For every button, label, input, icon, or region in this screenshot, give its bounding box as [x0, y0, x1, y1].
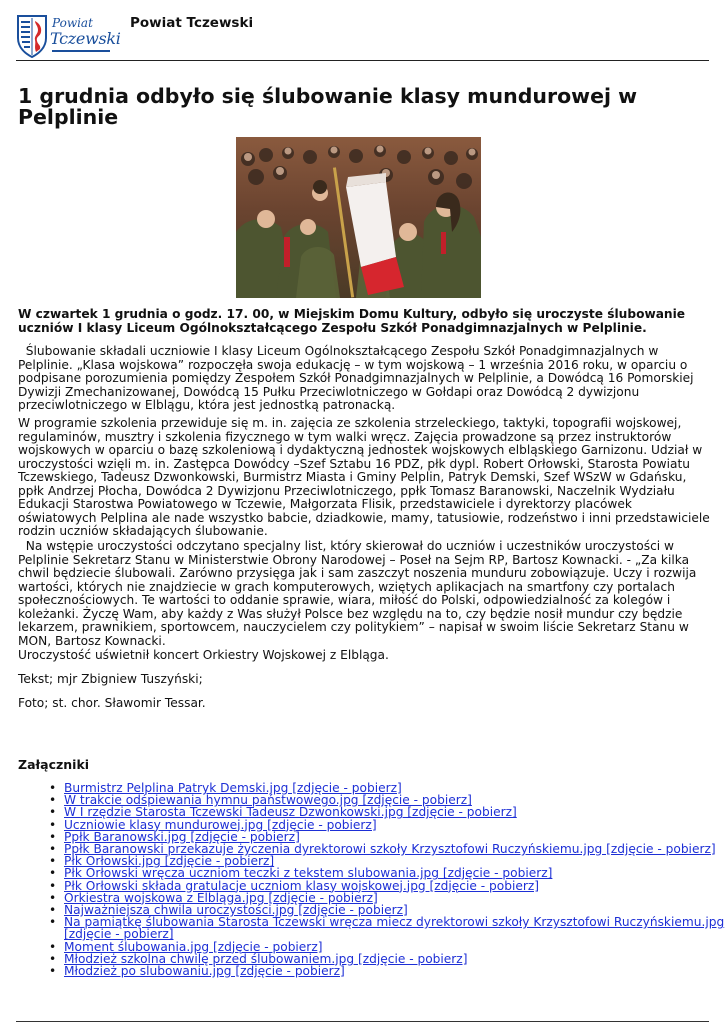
- attachment-link[interactable]: Płk Orłowski.jpg [zdjęcie - pobierz]: [64, 854, 275, 869]
- attachment-link[interactable]: Ppłk Baranowski przekazuje życzenia dyrektorowi szkoły Krzysztofowi Ruczyńskiemu.jpg [zdjęcie - pobierz]: [64, 842, 716, 857]
- attachment-link[interactable]: Burmistrz Pelplina Patryk Demski.jpg [zdjęcie - pobierz]: [64, 781, 402, 795]
- attachment-link[interactable]: W trakcie odśpiewania hymnu państwowego.jpg [zdjęcie - pobierz]: [64, 793, 472, 808]
- article-author-photo: Foto; st. chor. Sławomir Tessar.: [18, 696, 206, 710]
- attachment-link[interactable]: W I rzędzie Starosta Tczewski Tadeusz Dzwonkowski.jpg [zdjęcie - pobierz]: [64, 805, 517, 820]
- header-divider: [16, 60, 709, 61]
- site-name[interactable]: Powiat Tczewski: [130, 15, 254, 31]
- article-photo: [236, 137, 481, 298]
- article-paragraph: W programie szkolenia przewiduje się m. in. zajęcia ze szkolenia strzeleckiego, taktyki, topografii wojskowej, regulaminów, musztry i szkolenia fizycznego w tym walki wręcz. Zajęcia prowadzone są przez instruktorów wojskowych w oparciu o bazę szkoleniową i dydaktyczną jednostek wojskowych elbląskiego Garnizonu. Udział w uroczystości wzięli m. in. Zastępca Dowódcy –Szef Sztabu 16 PDZ, płk dypl. Robert Orłowski, Starosta Powiatu Tczewskiego, Tadeusz Dzwonkowski, Burmistrz Miasta i Gminy Pelplin, Patryk Demski, Szef WSzW w Gdańsku, ppłk Andrzej Płocha, Dowódca 2 Dywizjonu Przeciwlotniczego, ppłk Tomasz Baranowski, Naczelnik Wydziału Edukacji Starostwa Powiatowego w Tczewie, Małgorzata Flisik, przedstawiciele i dyrektorzy placówek oświatowych Pelplina ale nade wszystko babcie, dziadkowie, mamy, tatusiowie, rodzeństwo i inni przedstawiciele rodzin uczniów składających ślubowanie.: [18, 416, 710, 538]
- attachments-heading: Załączniki: [18, 757, 90, 772]
- attachment-link[interactable]: Płk Orłowski składa gratulacje uczniom klasy wojskowej.jpg [zdjęcie - pobierz]: [64, 878, 540, 893]
- article-title: 1 grudnia odbyło się ślubowanie klasy mundurowej w Pelplinie: [18, 84, 638, 129]
- attachment-link[interactable]: Uczniowie klasy mundurowej.jpg [zdjęcie - pobierz]: [64, 817, 377, 832]
- attachment-link[interactable]: Młodzież po slubowaniu.jpg [zdjęcie - pobierz]: [64, 964, 345, 979]
- attachment-link[interactable]: Najważniejsza chwila uroczystości.jpg [zdjęcie - pobierz]: [64, 903, 408, 918]
- site-header: [16, 12, 709, 60]
- attachment-link[interactable]: Na pamiątkę ślubowania Starosta Tczewski wręcza miecz dyrektorowi szkoły Krzysztofowi Ruczyńskiemu.jpg [zdjęcie - pobierz]: [64, 915, 725, 942]
- logo-underline: [52, 50, 110, 52]
- article-paragraph: Uroczystość uświetnił koncert Orkiestry Wojskowej z Elbląga.: [18, 648, 389, 662]
- article-author-text: Tekst; mjr Zbigniew Tuszyński;: [18, 672, 203, 686]
- attachment-link[interactable]: Moment ślubowania.jpg [zdjęcie - pobierz]: [64, 939, 323, 954]
- logo-text-tczewski: Tczewski: [50, 29, 121, 48]
- attachment-link[interactable]: Ppłk Baranowski.jpg [zdjęcie - pobierz]: [64, 829, 300, 844]
- coat-of-arms-icon: [16, 14, 48, 58]
- logo-text-powiat: Powiat: [52, 16, 93, 30]
- attachments-list: [18, 782, 725, 977]
- attachment-link[interactable]: Płk Orłowski wręcza uczniom teczki z tekstem slubowania.jpg [zdjęcie - pobierz]: [64, 866, 553, 881]
- article-paragraph: Na wstępie uroczystości odczytano specjalny list, który skierował do uczniów i uczestników uroczystości w Pelplinie Sekretarz Stanu w Ministerstwie Obrony Narodowej – Poseł na Sejm RP, Bartosz Kownacki. - „Za kilka chwil będziecie ślubowali. Zarówno przysięga jak i sam zaszczyt noszenia munduru zobowiązuje. Uczy i rozwija wartości, których nie znajdziecie w grach komputerowych, wziętych aplikacjach na smartfony czy portalach społecznościowych. Te wartości to oddanie sprawie, wiara, miłość do Polski, odpowiedzialność za kolegów i koleżanki. Życzę Wam, aby każdy z Was służył Polsce bez względu na to, czy będzie nosił mundur czy będzie lekarzem, prawnikiem, sportowcem, nauczycielem czy politykiem” – napisał w swoim liście Sekretarz Stanu w MON, Bartosz Kownacki.: [18, 539, 701, 648]
- article-lead: W czwartek 1 grudnia o godz. 17. 00, w Miejskim Domu Kultury, odbyło się uroczyste ślubowanie uczniów I klasy Liceum Ogólnokształcącego Zespołu Szkół Ponadgimnazjalnych w Pelplinie.: [18, 307, 686, 335]
- attachment-link[interactable]: Orkiestra wojskowa z Elbląga.jpg [zdjęcie - pobierz]: [64, 890, 378, 905]
- list-item: [64, 965, 725, 977]
- article-paragraph: Ślubowanie składali uczniowie I klasy Liceum Ogólnokształcącego Zespołu Szkół Ponadgimnazjalnych w Pelplinie. „Klasa wojskowa” rozpoczęła swoja edukację – w tym wojskową – 1 września 2016 roku, w oparciu o podpisane porozumienia pomiędzy Zespołem Szkół Ponadgimnazjalnych w Pelplinie, a Dowódcą 16 Pomorskiej Dywizji Zmechanizowanej, Dowódcą 15 Pułku Przeciwlotniczego w Gołdapi oraz Dowódcą 2 dywizjonu przeciwlotniczego w Elblągu, która jest jednostką patronacką.: [18, 344, 698, 412]
- attachment-link[interactable]: Młodzież szkolna chwilę przed ślubowaniem.jpg [zdjęcie - pobierz]: [64, 951, 468, 966]
- list-item: [64, 916, 725, 940]
- powiat-logo[interactable]: [16, 14, 121, 60]
- footer-divider: [16, 1021, 709, 1022]
